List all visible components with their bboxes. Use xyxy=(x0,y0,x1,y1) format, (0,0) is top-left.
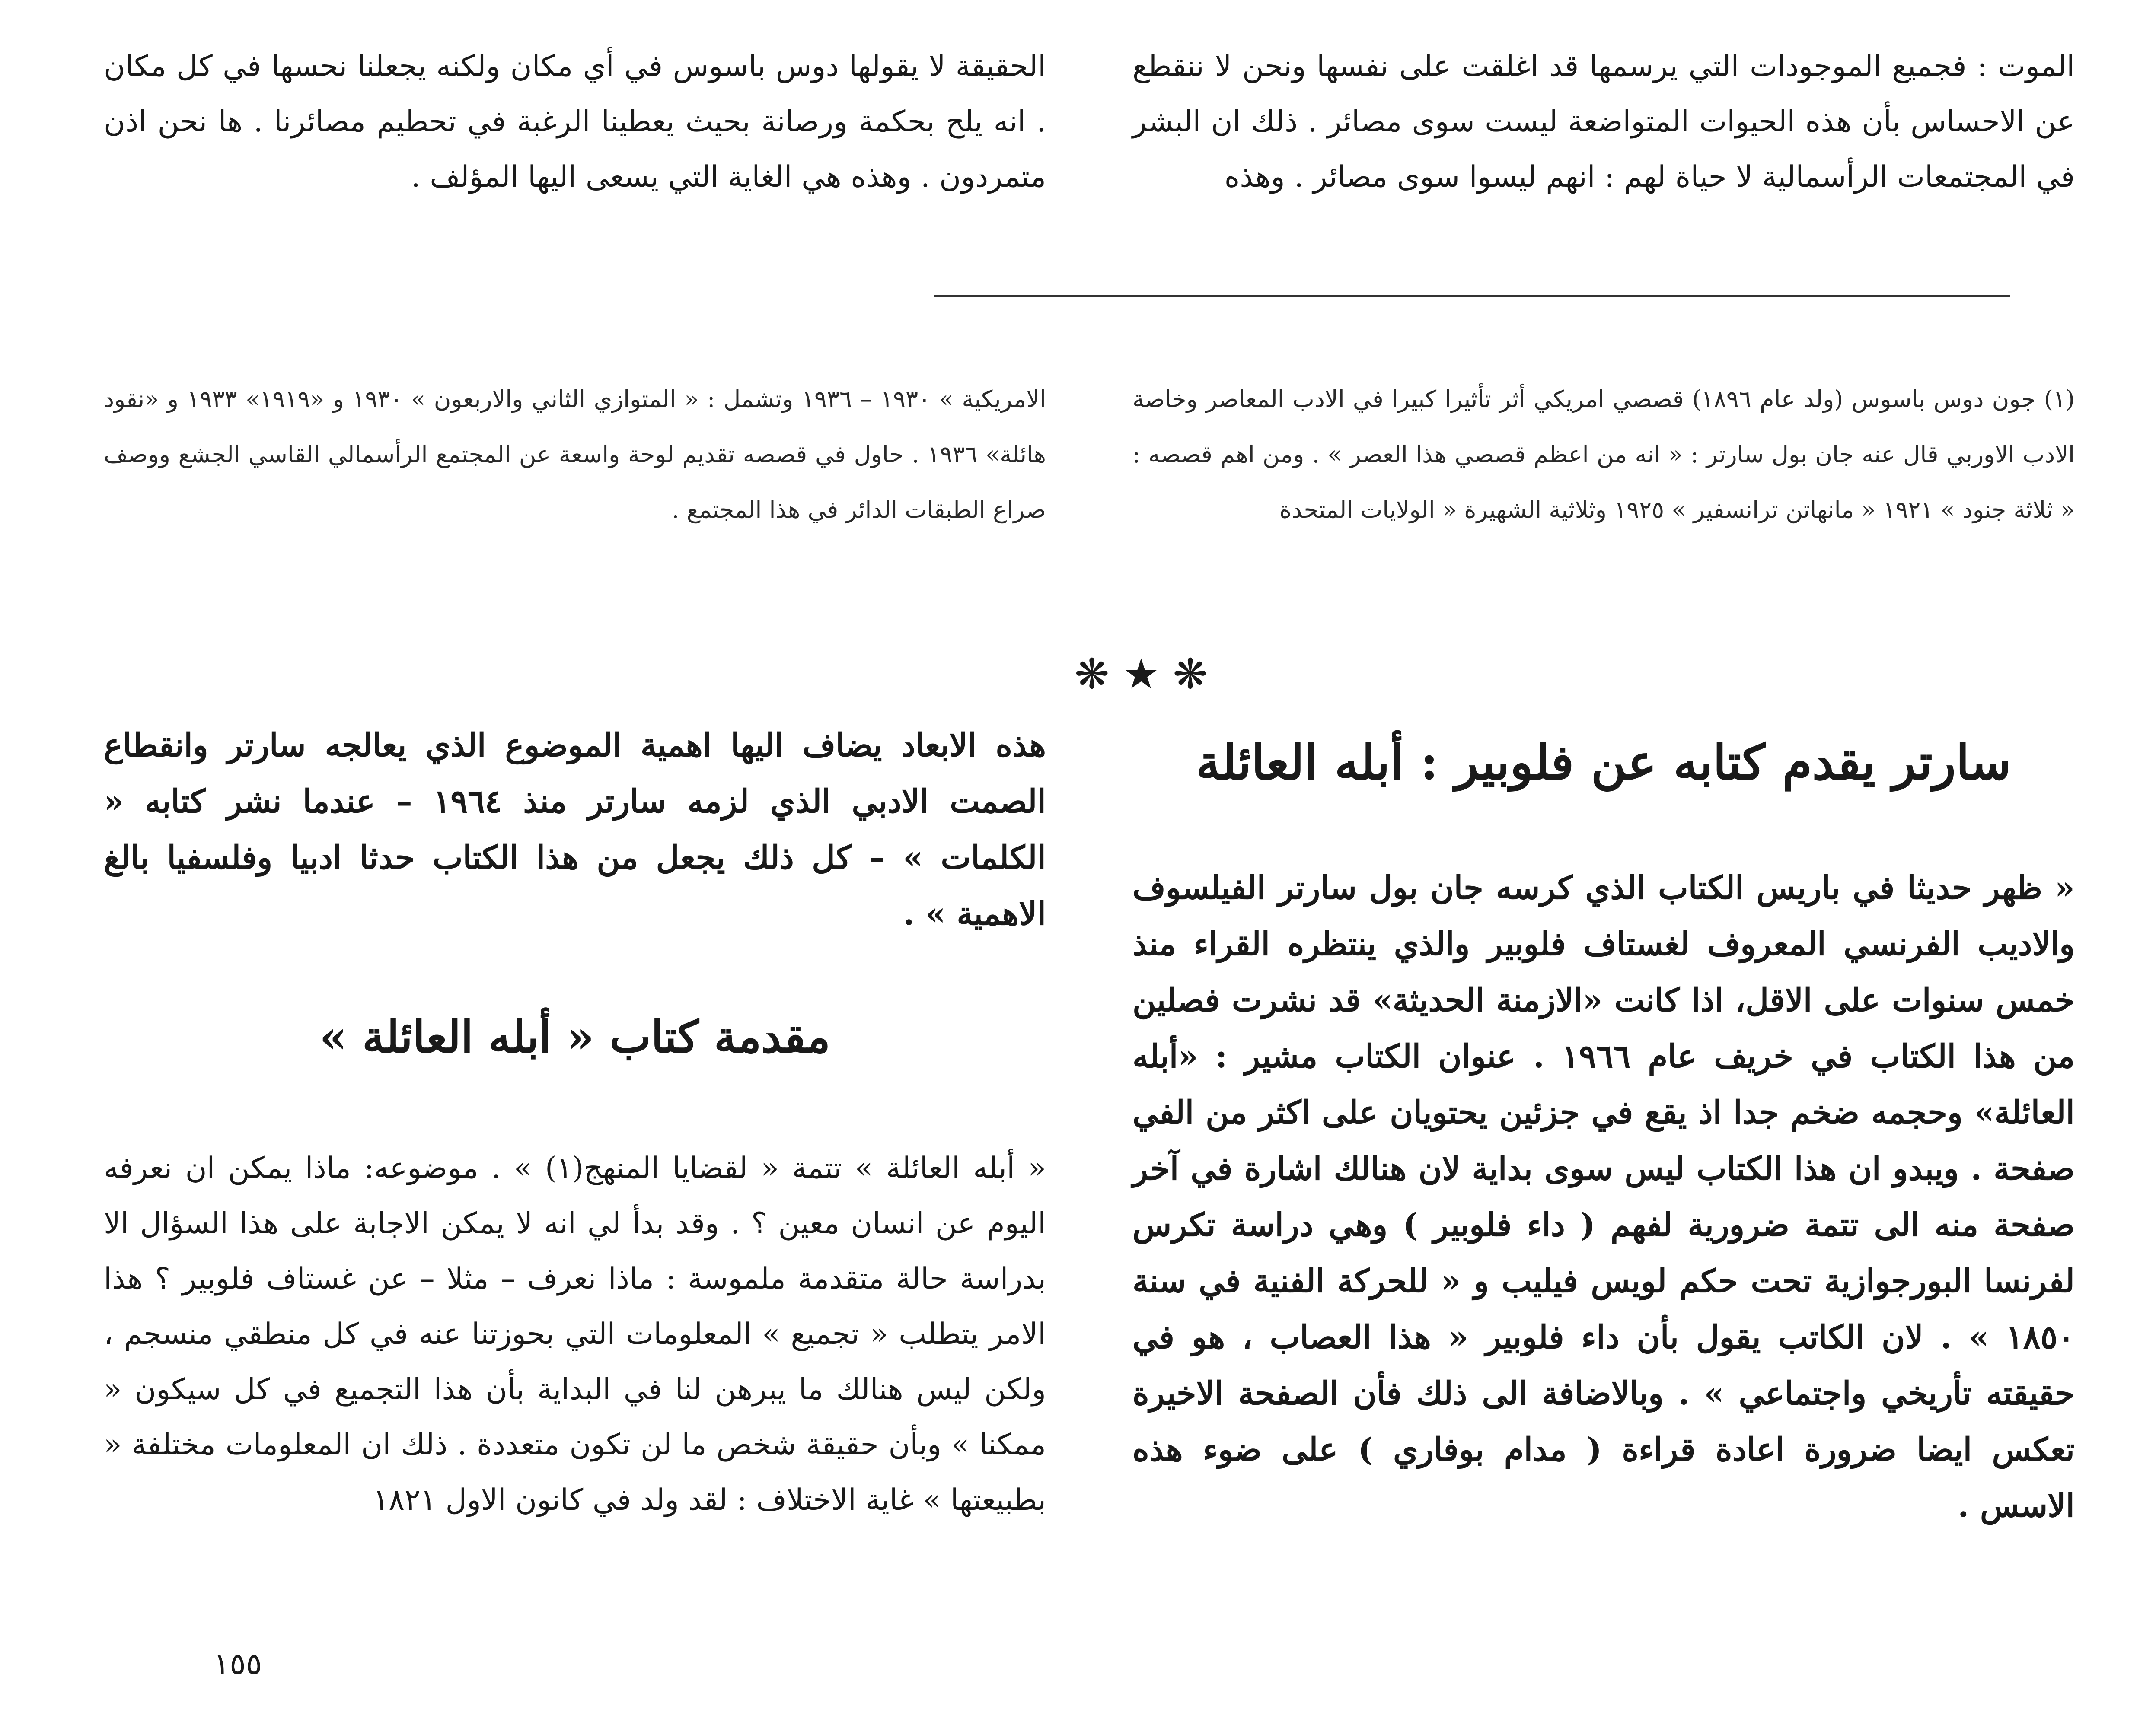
article-title-text: سارتر يقدم كتابه عن فلوبير : أبله العائلة xyxy=(1196,734,2012,791)
intro-text: « أبله العائلة » تتمة « لقضايا المنهج(١) » . موضوعه: ماذا يمكن ان نعرفه اليوم عن انسان معين ؟ . وقد بدأ لي انه لا يمكن الاجابة على هذا السؤال الا بدراسة حالة متقدمة ملموسة : ماذا نعرف – مثلا – عن غستاف فلوبير ؟ هذا الامر يتطلب « تجميع » المعلومات التي بحوزتنا عنه في كل منطقي منسجم ، ولكن ليس هنالك ما يبرهن لنا في البداية بأن هذا التجميع في كل سيكون « ممكنا » وبأن حقيقة شخص ما لن تكون متعددة . ذلك ان المعلومات مختلفة « بطبيعتها » غاية الاختلاف : لقد ولد في كانون الاول ١٨٢١ xyxy=(104,1151,1046,1517)
article-lead-right xyxy=(1132,860,2075,1534)
top-right-text: الموت : فجميع الموجودات التي يرسمها قد اغلقت على نفسها ونحن لا ننقطع عن الاحساس بأن هذه الحيوات المتواضعة ليست سوى مصائر . ذلك ان البشر في المجتمعات الرأسمالية لا حياة لهم : انهم ليسوا سوى مصائر . وهذه xyxy=(1132,49,2075,194)
footnote-left-text: الامريكية » ١٩٣٠ – ١٩٣٦ وتشمل : « المتوازي الثاني والاربعون » ١٩٣٠ و «١٩١٩» ١٩٣٣ و «نقود هائلة» ١٩٣٦ . حاول في قصصه تقديم لوحة واسعة عن المجتمع الرأسمالي القاسي الجشع ووصف صراع الطبقات الدائر في هذا المجتمع . xyxy=(104,385,1046,523)
article-title xyxy=(1132,730,2075,795)
footnote-right xyxy=(1132,372,2075,538)
top-left-text: الحقيقة لا يقولها دوس باسوس في أي مكان ولكنه يجعلنا نحسها في كل مكان . انه يلح بحكمة ورصانة بحيث يعطينا الرغبة في تحطيم مصائرنا . ها نحن اذن متمردون . وهذه هي الغاية التي يسعى اليها المؤلف . xyxy=(104,49,1046,194)
top-left-paragraph xyxy=(104,39,1046,205)
top-right-paragraph xyxy=(1132,39,2075,205)
article-lead-left xyxy=(104,717,1046,942)
article-lead-left-text: هذه الابعاد يضاف اليها اهمية الموضوع الذي يعالجه سارتر وانقطاع الصمت الادبي الذي لزمه سارتر منذ ١٩٦٤ – عندما نشر كتابه « الكلمات » – كل ذلك يجعل من هذا الكتاب حدثا ادبيا وفلسفيا بالغ الاهمية » . xyxy=(104,727,1046,933)
intro-paragraph xyxy=(104,1141,1046,1528)
separator-stars: ❋ ★ ❋ xyxy=(1075,650,1208,698)
footnote-right-text: (١) جون دوس باسوس (ولد عام ١٨٩٦) قصصي امريكي أثر تأثيرا كبيرا في الادب المعاصر وخاصة الادب الاوربي قال عنه جان بول سارتر : « انه من اعظم قصصي هذا العصر » . ومن اهم قصصه : « ثلاثة جنود » ١٩٢١ « مانهاتن ترانسفير » ١٩٢٥ وثلاثية الشهيرة « الولايات المتحدة xyxy=(1132,385,2075,523)
page-number: ١٥٥ xyxy=(213,1646,262,1681)
section-divider-rule xyxy=(934,295,2010,297)
footnote-left xyxy=(104,372,1046,538)
article-lead-right-text: « ظهر حديثا في باريس الكتاب الذي كرسه جان بول سارتر الفيلسوف والاديب الفرنسي المعروف لغستاف فلوبير والذي ينتظره القراء منذ خمس سنوات على الاقل، اذا كانت «الازمنة الحديثة» قد نشرت فصلين من هذا الكتاب في خريف عام ١٩٦٦ . عنوان الكتاب مشير : «أبله العائلة» وحجمه ضخم جدا اذ يقع في جزئين يحتويان على اكثر من الفي صفحة . ويبدو ان هذا الكتاب ليس سوى بداية لان هنالك اشارة في آخر صفحة منه الى تتمة ضرورية لفهم ( داء فلوبير ) وهي دراسة تكرس لفرنسا البورجوازية تحت حكم لويس فيليب و « للحركة الفنية في سنة ١٨٥٠ » . لان الكاتب يقول بأن داء فلوبير « هذا العصاب ، هو في حقيقته تأريخي واجتماعي » . وبالاضافة الى ذلك فأن الصفحة الاخيرة تعكس ايضا ضرورة اعادة قراءة ( مدام بوفاري ) على ضوء هذه الاسس . xyxy=(1132,869,2075,1524)
intro-heading-text: مقدمة كتاب « أبله العائلة » xyxy=(319,1011,831,1063)
intro-heading xyxy=(104,1007,1046,1067)
